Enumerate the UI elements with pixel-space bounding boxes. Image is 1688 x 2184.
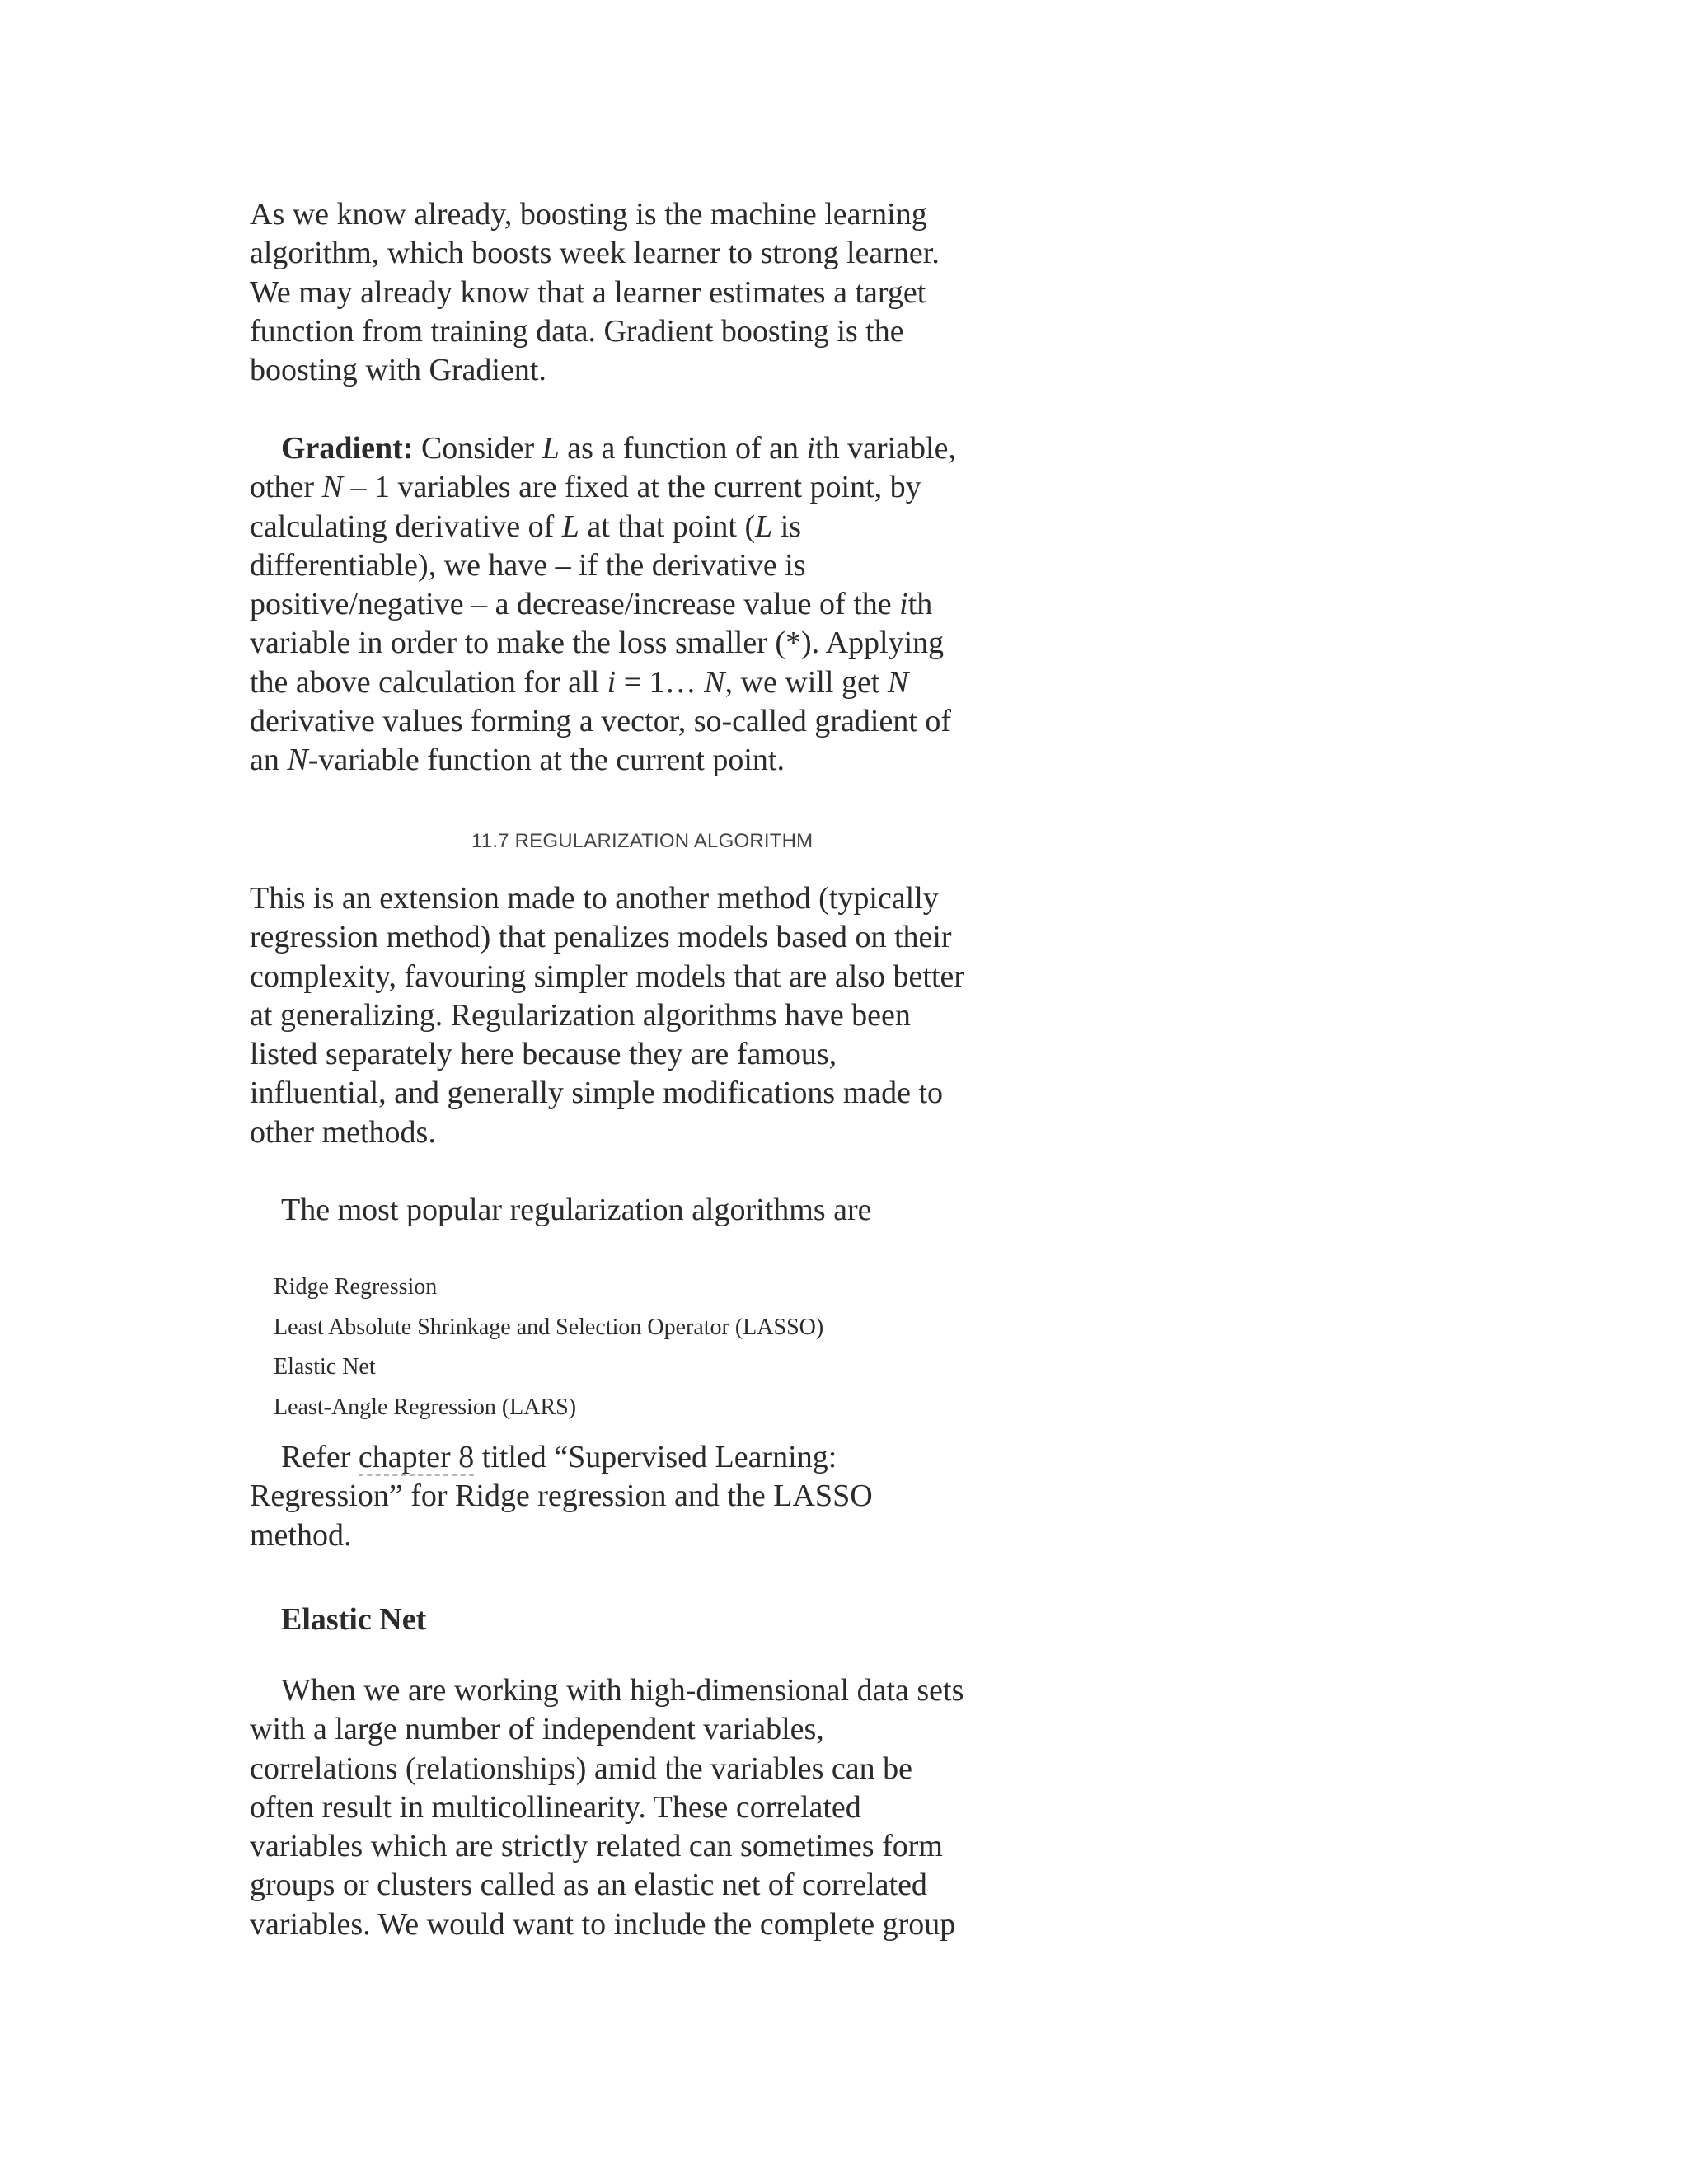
popular-intro-paragraph <box>250 1191 1041 1230</box>
text-line: correlations (relationships) amid the variables can be <box>250 1750 913 1786</box>
text-span: , we will get <box>724 664 888 700</box>
text-span: – 1 variables are fixed at the current point, by <box>342 470 921 505</box>
text-line: regression method) that penalizes models based on their <box>250 920 952 955</box>
gradient-term: Gradient: <box>281 431 414 466</box>
text-line <box>250 508 1041 546</box>
text-span: titled “Supervised Learning: <box>474 1440 837 1474</box>
text-span: th <box>907 587 933 622</box>
text-line: boosting with Gradient. <box>250 353 546 388</box>
text-span: an <box>250 743 288 778</box>
math-variable: L <box>542 431 560 466</box>
math-variable: i <box>899 587 908 622</box>
math-variable: N <box>887 664 909 700</box>
algorithm-list <box>274 1268 823 1427</box>
math-variable: N <box>287 743 308 778</box>
text-span: at that point ( <box>579 509 756 544</box>
regularization-paragraph <box>250 879 1041 1152</box>
math-variable: i <box>806 431 816 466</box>
text-line <box>250 1438 1041 1477</box>
text-span: as a function of an <box>559 431 807 466</box>
text-line: listed separately here because they are famous, <box>250 1037 837 1072</box>
refer-paragraph <box>250 1438 1041 1555</box>
text-line: Regression” for Ridge regression and the LASSO <box>250 1479 873 1514</box>
list-item: Least-Angle Regression (LARS) <box>274 1394 577 1420</box>
math-variable: i <box>607 664 617 700</box>
text-line: We may already know that a learner estimates a target <box>250 274 926 310</box>
text-span: = 1… <box>616 664 705 700</box>
text-span: other <box>250 470 322 505</box>
chapter-link[interactable]: chapter 8 <box>358 1440 475 1474</box>
text-span: Consider <box>420 431 542 466</box>
text-line: often result in multicollinearity. These correlated <box>250 1789 861 1825</box>
text-line <box>250 429 1041 468</box>
text-line: function from training data. Gradient boosting is the <box>250 313 904 349</box>
text-line: As we know already, boosting is the machine learning <box>250 197 927 232</box>
text-line <box>250 663 1041 702</box>
list-item: Least Absolute Shrinkage and Selection Operator (LASSO) <box>274 1314 824 1340</box>
text-line: with a large number of independent variables, <box>250 1712 824 1747</box>
text-line: differentiable), we have – if the derivative is <box>250 547 806 583</box>
text-line <box>250 468 1041 507</box>
text-line <box>250 1671 1041 1710</box>
list-item: Elastic Net <box>274 1354 376 1380</box>
text-span: When we are working with high-dimensional data sets <box>281 1673 964 1708</box>
section-heading: 11.7 REGULARIZATION ALGORITHM <box>471 830 814 852</box>
elastic-net-paragraph <box>250 1671 1041 1944</box>
text-line <box>250 1191 1041 1230</box>
text-line: influential, and generally simple modifications made to <box>250 1076 944 1111</box>
text-line: variables. We would want to include the complete group <box>250 1906 956 1942</box>
text-line <box>250 741 1041 780</box>
text-span: is <box>772 509 802 544</box>
math-variable: L <box>561 509 579 544</box>
list-item: Ridge Regression <box>274 1274 438 1300</box>
text-span: -variable function at the current point. <box>307 743 785 778</box>
text-line: This is an extension made to another method (typically <box>250 881 939 916</box>
text-span: the above calculation for all <box>250 664 607 700</box>
intro-paragraph <box>250 195 1041 390</box>
text-line: groups or clusters called as an elastic net of correlated <box>250 1868 927 1903</box>
text-line: variable in order to make the loss smaller (*). Applying <box>250 626 945 661</box>
text-line: variables which are strictly related can sometimes form <box>250 1829 943 1864</box>
subsection-heading: Elastic Net <box>281 1602 427 1637</box>
text-line: algorithm, which boosts week learner to strong learner. <box>250 236 940 271</box>
text-line <box>250 585 1041 624</box>
text-span: Refer <box>281 1440 359 1474</box>
text-line: complexity, favouring simpler models that are also better <box>250 958 965 994</box>
text-span: calculating derivative of <box>250 509 562 544</box>
math-variable: N <box>321 470 343 505</box>
text-span: The most popular regularization algorithms are <box>281 1193 872 1227</box>
text-line: other methods. <box>250 1114 436 1150</box>
math-variable: N <box>704 664 725 700</box>
text-line: method. <box>250 1517 352 1553</box>
math-variable: L <box>755 509 773 544</box>
text-span: th variable, <box>815 431 956 466</box>
gradient-paragraph <box>250 429 1041 780</box>
text-line: at generalizing. Regularization algorithms have been <box>250 997 911 1033</box>
text-line: derivative values forming a vector, so-called gradient of <box>250 704 952 739</box>
text-span: positive/negative – a decrease/increase value of the <box>250 587 900 622</box>
